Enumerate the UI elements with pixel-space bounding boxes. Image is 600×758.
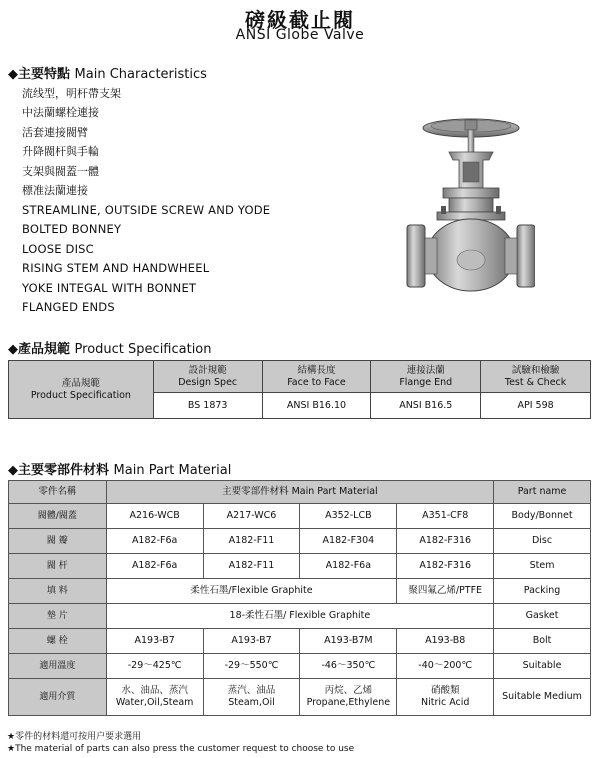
spec-value: API 598 bbox=[481, 393, 591, 419]
list-item: STREAMLINE, OUTSIDE SCREW AND YODE bbox=[22, 203, 271, 217]
spec-header-test: 試驗和檢驗 Test & Check bbox=[481, 361, 591, 393]
section-specification bbox=[8, 338, 212, 357]
header-material: 主要零部件材料 Main Part Material bbox=[106, 481, 493, 504]
spec-row-label: 產品規範 Product Specification bbox=[9, 361, 154, 419]
list-item: 流线型，明杆帶支架 bbox=[22, 87, 121, 100]
section-characteristics-en: Main Characteristics bbox=[74, 67, 207, 82]
spec-value: ANSI B16.5 bbox=[371, 393, 481, 419]
table-row: 填 料 柔性石墨/Flexible Graphite 聚四氟乙烯/PTFE Packing bbox=[9, 579, 591, 604]
table-row: 閥體/閥蓋 A216-WCB A217-WC6 A352-LCB A351-CF8 Body/Bonnet bbox=[9, 504, 591, 529]
section-material bbox=[8, 459, 231, 478]
section-specification-en: Product Specification bbox=[74, 342, 212, 357]
table-row: 閥 杆 A182-F6a A182-F11 A182-F6a A182-F316 Stem bbox=[9, 554, 591, 579]
footnote-en: ★The material of parts can also press the customer request to choose to use bbox=[7, 744, 355, 754]
table-row bbox=[9, 481, 591, 504]
list-item: 活套連接閥臂 bbox=[22, 125, 88, 139]
list-item: 升降閥杆與手輪 bbox=[22, 145, 99, 159]
spec-table bbox=[8, 360, 591, 419]
table-row: 螺 栓 A193-B7 A193-B7 A193-B7M A193-B8 Bolt bbox=[9, 629, 591, 654]
diamond-icon: ◆ bbox=[8, 67, 18, 82]
globe-valve-image bbox=[405, 110, 535, 310]
list-item: 標准法蘭連接 bbox=[22, 184, 88, 198]
list-item: YOKE INTEGAL WITH BONNET bbox=[22, 280, 197, 295]
list-item: FLANGED ENDS bbox=[22, 300, 115, 315]
table-row: 墊 片 18-柔性石墨/ Flexible Graphite Gasket bbox=[9, 604, 591, 629]
section-specification-cn: 產品規範 bbox=[18, 342, 71, 357]
page-title: 磅級截止閥 bbox=[245, 8, 355, 32]
spec-value: BS 1873 bbox=[153, 393, 262, 419]
section-material-en: Main Part Material bbox=[113, 463, 232, 478]
material-table bbox=[8, 480, 591, 716]
footnotes bbox=[7, 731, 354, 755]
table-row: 適用溫度 -29～425℃ -29～550℃ -46～350℃ -40～200℃ Suitable bbox=[9, 654, 591, 679]
spec-header-design: 設計規範 Design Spec bbox=[153, 361, 262, 393]
list-item: RISING STEM AND HANDWHEEL bbox=[22, 261, 210, 276]
table-row: 適用介質 水、油品、蒸汽 Water,Oil,Steam 蒸汽、油品 Steam,Oil 丙烷、乙烯 Propane,Ethylene 硝酸類 Nitric Acid Suitable Medium bbox=[9, 679, 591, 716]
characteristics-cn-list bbox=[22, 84, 121, 200]
spec-value: ANSI B16.10 bbox=[262, 393, 371, 419]
section-characteristics bbox=[8, 63, 207, 82]
spec-header-flange: 連接法蘭 Flange End bbox=[371, 361, 481, 393]
section-material-cn: 主要零部件材料 bbox=[18, 463, 110, 478]
list-item: 中法蘭螺栓連接 bbox=[22, 106, 99, 120]
characteristics-en-list bbox=[22, 201, 270, 317]
list-item: BOLTED BONNEY bbox=[22, 222, 122, 237]
section-characteristics-cn: 主要特點 bbox=[18, 67, 71, 82]
spec-header-face: 結構長度 Face to Face bbox=[262, 361, 371, 393]
list-item: 支架與閥蓋一體 bbox=[22, 164, 99, 178]
diamond-icon: ◆ bbox=[8, 463, 18, 478]
header-part-en: Part name bbox=[494, 481, 591, 504]
diamond-icon: ◆ bbox=[8, 342, 18, 357]
list-item: LOOSE DISC bbox=[22, 241, 94, 256]
page-subtitle: ANSI Globe Valve bbox=[235, 27, 365, 43]
table-row: 閥 瓣 A182-F6a A182-F11 A182-F304 A182-F316 Disc bbox=[9, 529, 591, 554]
header-part-cn: 零件名稱 bbox=[9, 481, 107, 504]
footnote-cn: ★零件的材料還可按用户要求選用 bbox=[7, 732, 142, 742]
table-row bbox=[9, 361, 591, 393]
